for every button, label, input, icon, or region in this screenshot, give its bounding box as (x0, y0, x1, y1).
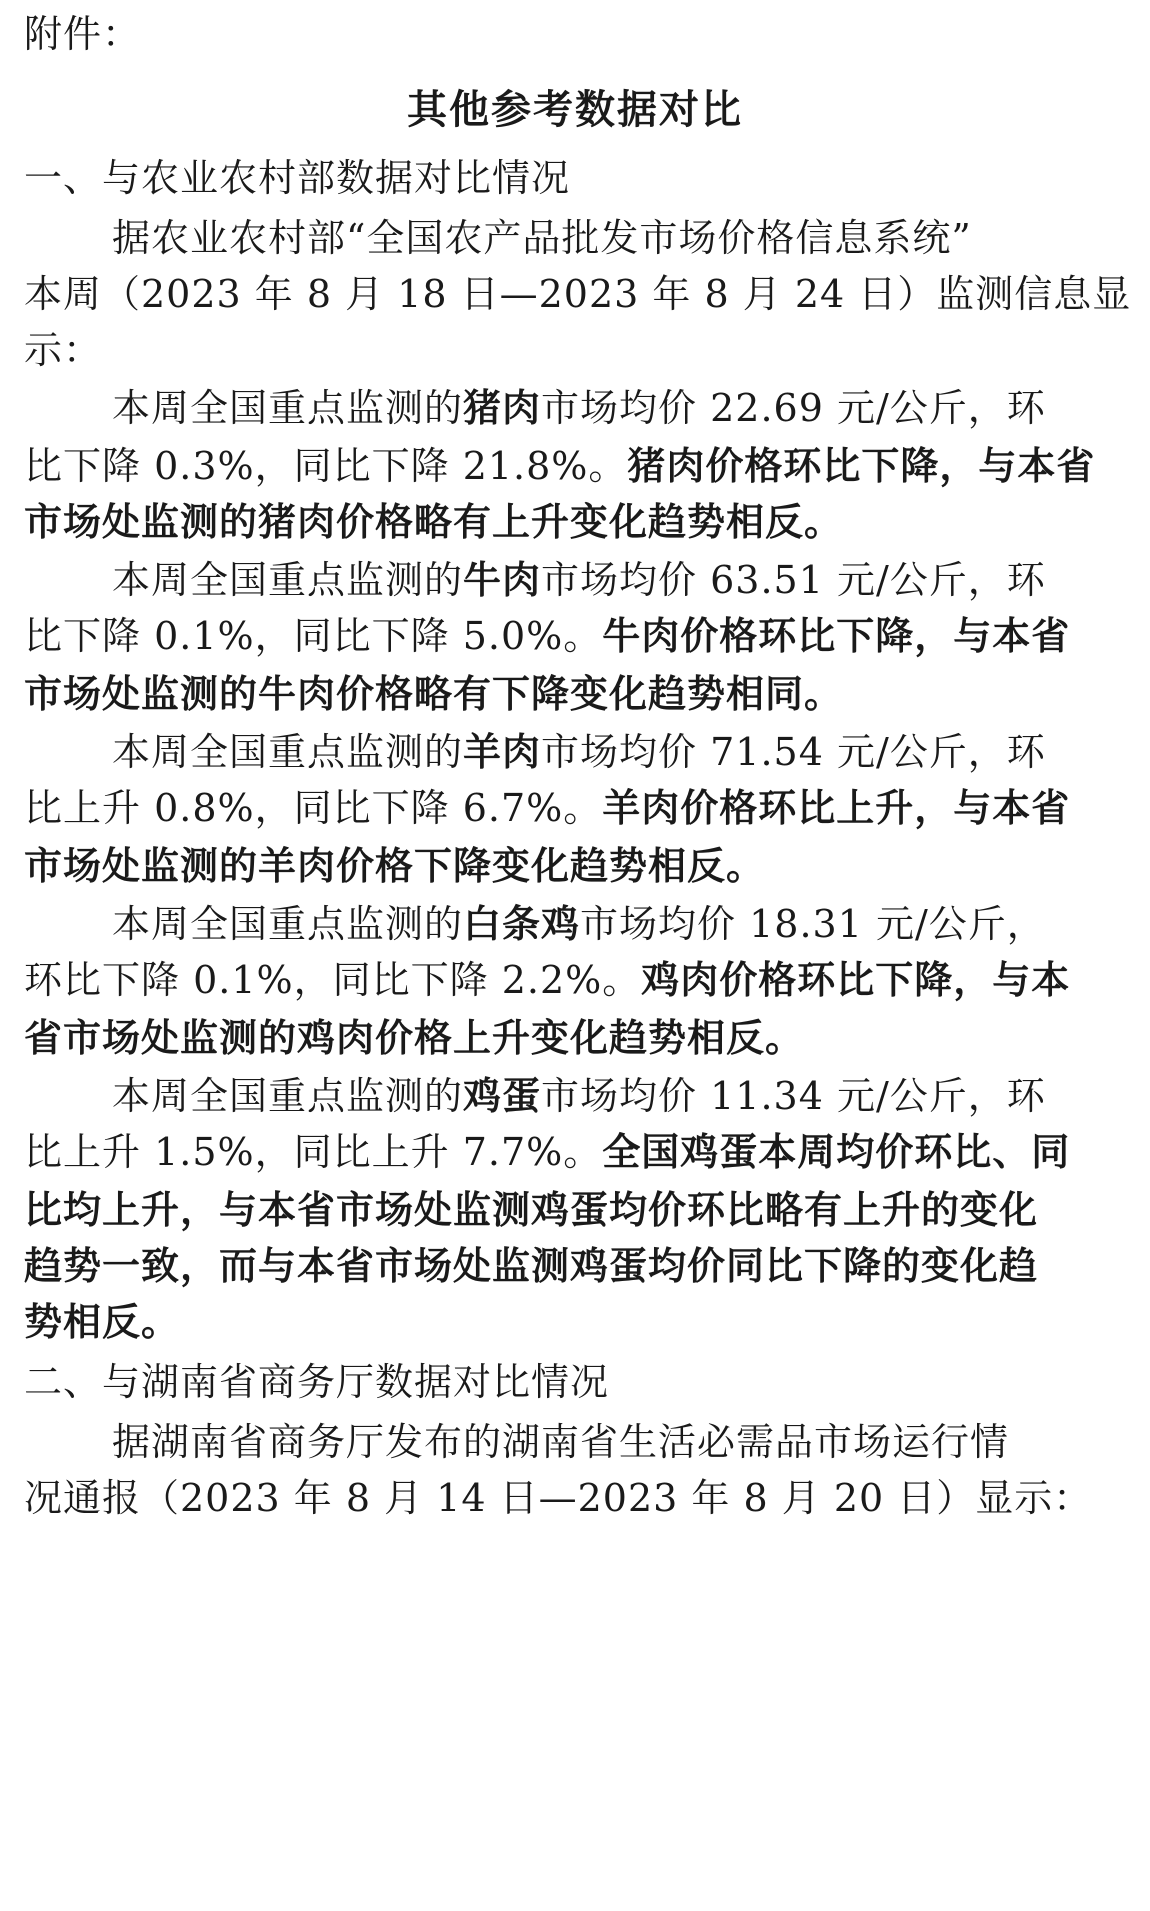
section-1-intro-line-2: 本周（2023 年 8 月 18 日—2023 年 8 月 24 日）监测信息显 (24, 272, 1132, 316)
section-2-intro-line-1: 据湖南省商务厅发布的湖南省生活必需品市场运行情 (112, 1420, 1010, 1464)
chicken-change: 环比下降 0.1%，同比下降 2.2%。 (24, 958, 642, 1002)
page-title: 其他参考数据对比 (407, 87, 743, 133)
section-1-intro-line-3: 示： (24, 328, 103, 372)
attachment-label: 附件： (24, 12, 142, 56)
chicken-paragraph-line-1 (112, 902, 1046, 946)
egg-paragraph-line-2 (24, 1130, 1070, 1174)
section-1-heading: 一、与农业农村部数据对比情况 (24, 156, 571, 200)
section-1-intro-line-1: 据农业农村部“全国农产品批发市场价格信息系统” (112, 216, 972, 260)
section-2-heading: 二、与湖南省商务厅数据对比情况 (24, 1360, 610, 1404)
mutton-change: 比上升 0.8%，同比下降 6.7%。 (24, 786, 603, 830)
pork-change: 比下降 0.3%，同比下降 21.8%。 (24, 444, 628, 488)
section-2-intro-line-2: 况通报（2023 年 8 月 14 日—2023 年 8 月 20 日）显示： (24, 1476, 1093, 1520)
mutton-paragraph-line-2 (24, 786, 1070, 830)
chicken-paragraph-line-2 (24, 958, 1070, 1002)
pork-label: 猪肉 (463, 386, 542, 430)
beef-price: 市场均价 63.51 元/公斤，环 (541, 558, 1046, 602)
beef-lead: 本周全国重点监测的 (112, 558, 464, 602)
chicken-label: 白条鸡 (463, 902, 581, 946)
egg-paragraph-line-4: 趋势一致，而与本省市场处监测鸡蛋均价同比下降的变化趋 (24, 1244, 1039, 1288)
egg-paragraph-line-1 (112, 1074, 1046, 1118)
egg-paragraph-line-3: 比均上升，与本省市场处监测鸡蛋均价环比略有上升的变化 (24, 1188, 1039, 1232)
egg-paragraph-line-5: 势相反。 (24, 1300, 181, 1344)
mutton-label: 羊肉 (463, 730, 542, 774)
beef-change: 比下降 0.1%，同比下降 5.0%。 (24, 614, 603, 658)
egg-change: 比上升 1.5%，同比上升 7.7%。 (24, 1130, 603, 1174)
egg-label: 鸡蛋 (463, 1074, 542, 1118)
pork-price: 市场均价 22.69 元/公斤，环 (541, 386, 1046, 430)
pork-comparison: 猪肉价格环比下降，与本省 (627, 444, 1096, 488)
mutton-price: 市场均价 71.54 元/公斤，环 (541, 730, 1046, 774)
pork-paragraph-line-2 (24, 444, 1095, 488)
pork-paragraph-line-1 (112, 386, 1046, 430)
mutton-paragraph-line-3: 市场处监测的羊肉价格下降变化趋势相反。 (24, 844, 766, 888)
beef-paragraph-line-2 (24, 614, 1070, 658)
beef-label: 牛肉 (463, 558, 542, 602)
mutton-comparison: 羊肉价格环比上升，与本省 (602, 786, 1071, 830)
chicken-lead: 本周全国重点监测的 (112, 902, 464, 946)
egg-price: 市场均价 11.34 元/公斤，环 (541, 1074, 1046, 1118)
beef-comparison: 牛肉价格环比下降，与本省 (602, 614, 1071, 658)
beef-paragraph-line-1 (112, 558, 1046, 602)
egg-comparison: 全国鸡蛋本周均价环比、同 (602, 1130, 1071, 1174)
egg-lead: 本周全国重点监测的 (112, 1074, 464, 1118)
pork-paragraph-line-3: 市场处监测的猪肉价格略有上升变化趋势相反。 (24, 500, 844, 544)
mutton-lead: 本周全国重点监测的 (112, 730, 464, 774)
chicken-comparison: 鸡肉价格环比下降，与本 (641, 958, 1071, 1002)
mutton-paragraph-line-1 (112, 730, 1046, 774)
beef-paragraph-line-3: 市场处监测的牛肉价格略有下降变化趋势相同。 (24, 672, 844, 716)
chicken-price: 市场均价 18.31 元/公斤， (580, 902, 1046, 946)
chicken-paragraph-line-3: 省市场处监测的鸡肉价格上升变化趋势相反。 (24, 1016, 805, 1060)
pork-lead: 本周全国重点监测的 (112, 386, 464, 430)
